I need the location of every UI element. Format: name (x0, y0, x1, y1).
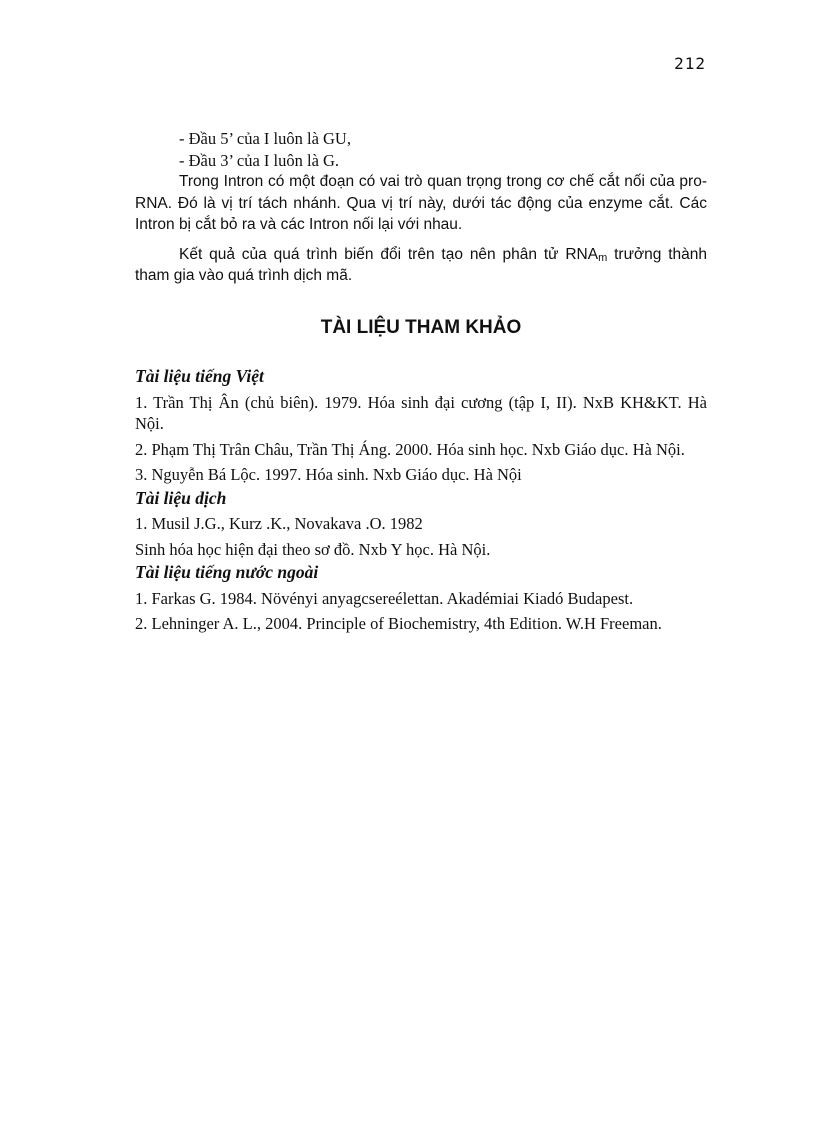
reference-item: 2. Phạm Thị Trân Châu, Trần Thị Áng. 2000. Hóa sinh học. Nxb Giáo dục. Hà Nội. (135, 439, 685, 459)
reference-item: 2. Lehninger A. L., 2004. Principle of Biochemistry, 4th Edition. W.H Freeman. (135, 614, 662, 633)
body-paragraph: Trong Intron có một đoạn có vai trò quan trọng trong cơ chế cắt nối của pro-RNA. Đó là vị trí tách nhánh. Qua vị trí này, dưới tác động của enzyme cắt. Các Intron bị cắt bỏ ra và các Intron nối lại với nhau. (135, 173, 707, 233)
section-title-translated: Tài liệu dịch (135, 487, 227, 508)
bullet-item: - Đầu 5’ của I luôn là GU, (179, 129, 351, 148)
reference-item: Sinh hóa học hiện đại theo sơ đồ. Nxb Y học. Hà Nội. (135, 539, 491, 559)
body-paragraph (135, 244, 707, 287)
reference-item: 3. Nguyễn Bá Lộc. 1997. Hóa sinh. Nxb Giáo dục. Hà Nội (135, 465, 522, 484)
bullet-item: - Đầu 3’ của I luôn là G. (179, 150, 340, 170)
paragraph-text: trưởng thành tham gia vào quá trình dịch mã. (135, 245, 708, 284)
page-content (135, 128, 707, 635)
paragraph-text: Kết quả của quá trình biến đổi trên tạo nên phân tử RNA (179, 245, 599, 263)
subscript-text: m (598, 251, 608, 264)
reference-item: 1. Trần Thị Ân (chủ biên). 1979. Hóa sinh đại cương (tập I, II). NxB KH&KT. Hà Nội. (135, 392, 707, 433)
section-title-vietnamese: Tài liệu tiếng Việt (135, 366, 264, 386)
page-number: 212 (674, 54, 706, 73)
section-title-foreign: Tài liệu tiếng nước ngoài (135, 562, 319, 582)
reference-item: 1. Farkas G. 1984. Növényi anyagcsereélettan. Akadémiai Kiadó Budapest. (135, 588, 634, 608)
reference-item: 1. Musil J.G., Kurz .K., Novakava .O. 1982 (135, 514, 423, 533)
references-heading: TÀI LIỆU THAM KHẢO (320, 316, 522, 338)
